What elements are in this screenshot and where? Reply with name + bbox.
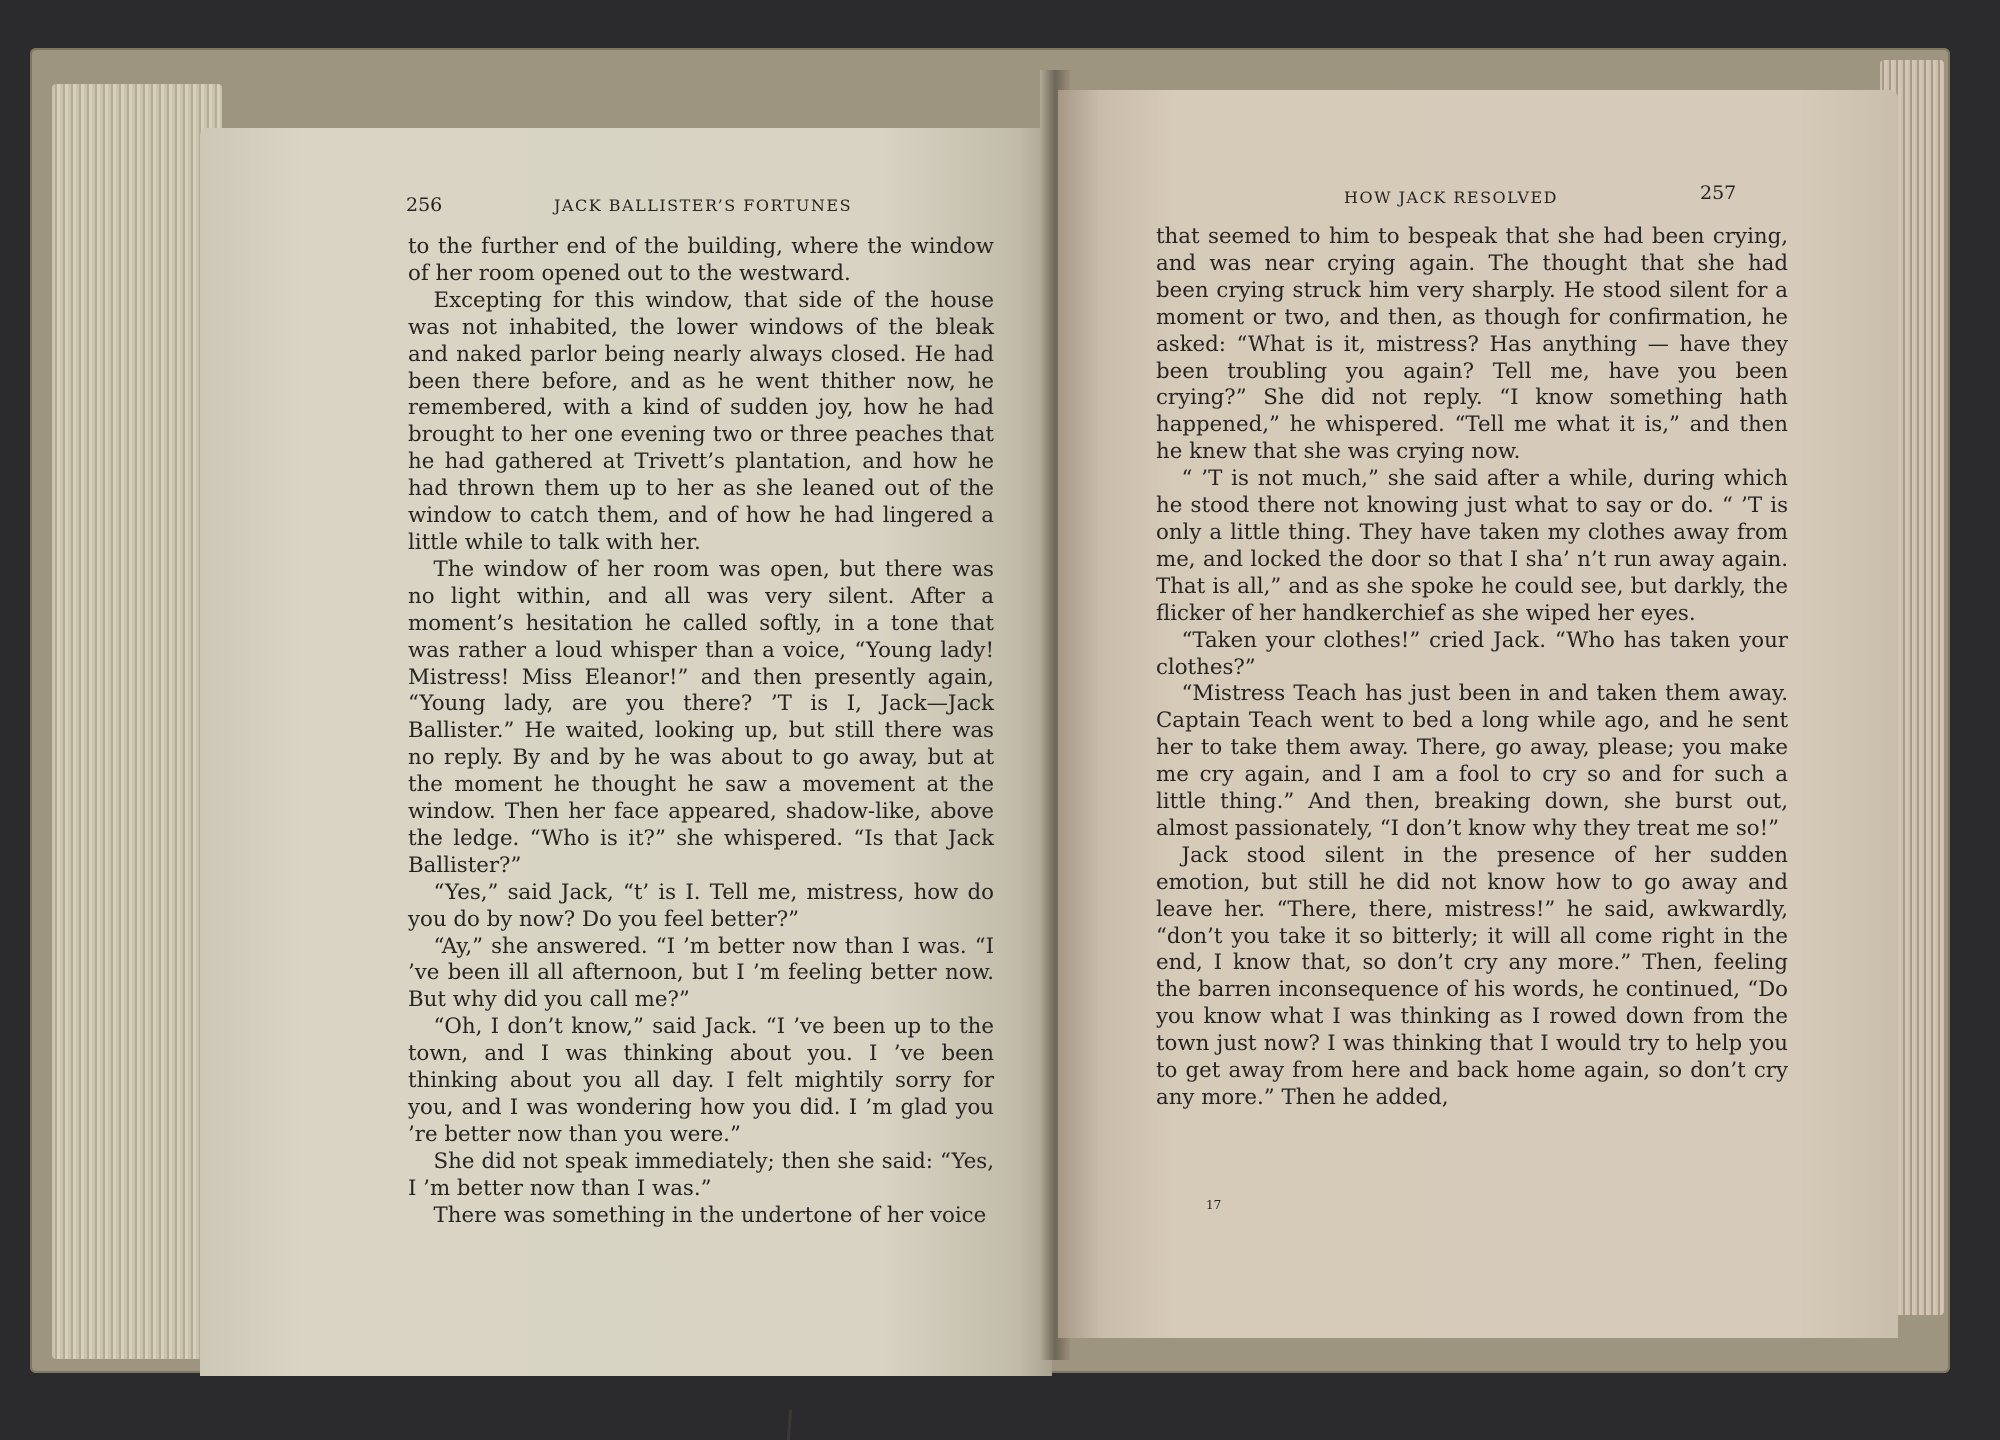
left-body-text xyxy=(408,234,994,1230)
paragraph: “Taken your clothes!” cried Jack. “Who has taken your clothes?” xyxy=(1156,627,1788,680)
left-page xyxy=(200,128,1052,1376)
left-page-number: 256 xyxy=(406,194,443,216)
left-page-edges xyxy=(52,84,222,1359)
right-running-head: HOW JACK RESOLVED xyxy=(1344,188,1558,207)
pencil-mark xyxy=(787,1410,792,1440)
paragraph: Jack stood silent in the presence of her sudden emotion, but still he did not know how to go away and leave her. “There, there, mistress!” he said, awkwardly, “don’t you take it so bitterly; it will all come right in the end, I know that, so don’t cry any more.” Then, feeling the barren inconsequence of his words, he continued, “Do you know what I was thinking as I rowed down from the town just now? I was thinking that I would try to help you to get away from here and back home again, so don’t cry any more.” Then he added, xyxy=(1156,842,1788,1110)
left-running-head: JACK BALLISTER’S FORTUNES xyxy=(554,196,853,215)
right-page xyxy=(1058,90,1898,1338)
paragraph: The window of her room was open, but there was no light within, and all was very silent. After a moment’s hesitation he called softly, in a tone that was rather a loud whisper than a voice, “Young lady! Mistress! Miss Eleanor!” and then presently again, “Young lady, are you there? ’T is I, Jack—Jack Ballister.” He waited, looking up, but still there was no reply. By and by he was about to go away, but at the moment he thought he saw a movement at the window. Then her face appeared, shadow-like, above the ledge. “Who is it?” she whispered. “Is that Jack Ballister?” xyxy=(408,556,994,878)
paragraph: Excepting for this window, that side of the house was not inhabited, the lower windows of the bleak and naked parlor being nearly always closed. He had been there before, and as he went thither now, he remembered, with a kind of sudden joy, how he had brought to her one evening two or three peaches that he had gathered at Trivett’s plantation, and how he had thrown them up to her as she leaned out of the window to catch them, and of how he had lingered a little while to talk with her. xyxy=(408,287,994,555)
signature-mark: 17 xyxy=(1206,1198,1222,1212)
right-body-text xyxy=(1156,224,1788,1112)
paragraph: that seemed to him to bespeak that she had been crying, and was near crying again. The thought that she had been crying struck him very sharply. He stood silent for a moment or two, and then, as though for confirmation, he asked: “What is it, mistress? Has anything — have they been troubling you again? Tell me, have you been crying?” She did not reply. “I know something hath happened,” he whispered. “Tell me what it is,” and then he knew that she was crying now. xyxy=(1156,224,1788,465)
paragraph: “Ay,” she answered. “I ’m better now than I was. “I ’ve been ill all afternoon, but I ’m feeling better now. But why did you call me?” xyxy=(408,933,994,1013)
paragraph: “Oh, I don’t know,” said Jack. “I ’ve been up to the town, and I was thinking about you. I ’ve been thinking about you all day. I felt mightily sorry for you, and I was wondering how you did. I ’m glad you ’re better now than you were.” xyxy=(408,1014,994,1147)
paragraph: She did not speak immediately; then she said: “Yes, I ’m better now than I was.” xyxy=(408,1148,994,1201)
paragraph: to the further end of the building, where the window of her room opened out to the westward. xyxy=(408,234,994,286)
paragraph: “ ’T is not much,” she said after a while, during which he stood there not knowing just what to say or do. “ ’T is only a little thing. They have taken my clothes away from me, and locked the door so that I sha’ n’t run away again. That is all,” and as she spoke he could see, but darkly, the flicker of her handkerchief as she wiped her eyes. xyxy=(1156,466,1788,626)
right-page-number: 257 xyxy=(1700,182,1737,204)
paragraph: “Mistress Teach has just been in and taken them away. Captain Teach went to bed a long while ago, and he sent her to take them away. There, go away, please; you make me cry again, and I am a fool to cry so and for such a little thing.” And then, breaking down, she burst out, almost passionately, “I don’t know why they treat me so!” xyxy=(1156,681,1788,841)
paragraph: There was something in the undertone of her voice xyxy=(433,1202,987,1228)
paragraph: “Yes,” said Jack, “t’ is I. Tell me, mistress, how do you do by now? Do you feel better?” xyxy=(408,879,994,932)
